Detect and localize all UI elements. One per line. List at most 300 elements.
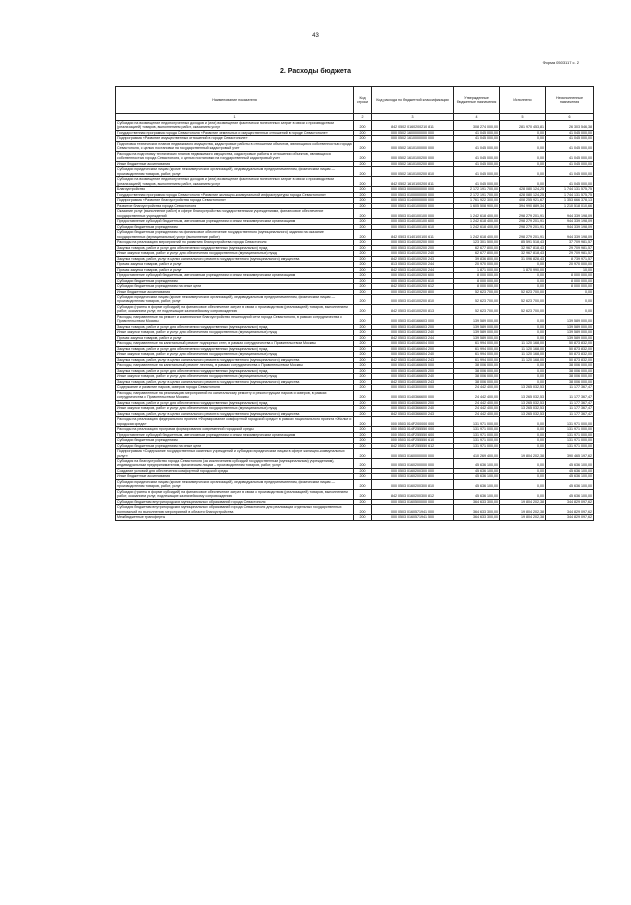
row-unexecuted-cell: 944 339 198,09: [546, 224, 594, 229]
row-kbk-cell: 842 0503 0140166605 243: [372, 379, 454, 384]
table-row: [116, 417, 594, 427]
table-row: [116, 449, 594, 459]
row-unexecuted-cell: 50 873 832,00: [546, 352, 594, 357]
row-name-cell: Иные закупки товаров, работ и услуг для обеспечения государственных (муниципальных) нужд: [116, 251, 354, 256]
page-number: 43: [312, 33, 319, 39]
row-approved-cell: 139 589 000,00: [454, 324, 500, 329]
row-name-cell: Субсидии бюджетным учреждениям на иные цели: [116, 284, 354, 289]
row-code-cell: 200: [354, 284, 372, 289]
row-executed-cell: 298 279 201,91: [500, 230, 546, 240]
row-executed-cell: 0,00: [500, 474, 546, 479]
row-code-cell: 200: [354, 187, 372, 192]
column-number: 3: [372, 114, 454, 121]
row-executed-cell: 0,00: [500, 368, 546, 373]
row-name-cell: Иные бюджетные ассигнования: [116, 289, 354, 294]
row-approved-cell: 123 301 500,00: [454, 240, 500, 245]
row-kbk-cell: 000 0503 0140166605 240: [372, 374, 454, 379]
row-kbk-cell: 842 0503 014F255550 612: [372, 443, 454, 448]
row-code-cell: 200: [354, 499, 372, 504]
row-kbk-cell: 000 0503 0160200300 800: [372, 474, 454, 479]
row-name-cell: Расходы на реализацию федерального проекта «Формирование комфортной городской среды» в рамках национального проекта «Жилье и городская среда»: [116, 417, 354, 427]
row-kbk-cell: 842 0503 0140100100 611: [372, 230, 454, 240]
row-kbk-cell: 000 0503 0000000000 000: [372, 187, 454, 192]
row-approved-cell: 38 006 000,00: [454, 379, 500, 384]
header-unexecuted: Неисполненные назначения: [546, 87, 594, 114]
row-code-cell: 200: [354, 379, 372, 384]
row-name-cell: Предоставление субсидий бюджетным, автономным учреждениям и иным некоммерческим организациям: [116, 432, 354, 437]
row-unexecuted-cell: 344 829 097,62: [546, 515, 594, 520]
row-unexecuted-cell: 944 339 198,09: [546, 230, 594, 240]
row-kbk-cell: 000 0503 0140166604 200: [372, 346, 454, 351]
row-unexecuted-cell: 344 829 097,62: [546, 505, 594, 515]
row-approved-cell: 38 006 000,00: [454, 363, 500, 368]
row-code-cell: 200: [354, 130, 372, 135]
row-executed-cell: 0,00: [500, 379, 546, 384]
row-executed-cell: 0,00: [500, 284, 546, 289]
row-executed-cell: 0,00: [500, 489, 546, 499]
row-name-cell: Закупка товаров, работ и услуг для обеспечения государственных (муниципальных) нужд: [116, 324, 354, 329]
row-unexecuted-cell: 11 177 367,47: [546, 390, 594, 400]
row-approved-cell: 41 045 000,00: [454, 136, 500, 141]
row-unexecuted-cell: 139 589 000,00: [546, 330, 594, 335]
row-kbk-cell: 000 0503 0160571941 500: [372, 515, 454, 520]
row-unexecuted-cell: 11 177 367,47: [546, 385, 594, 390]
row-name-cell: Расходы, направленные на капитальный ремонт лестниц, в рамках сотрудничества с Правительством Москвы: [116, 363, 354, 368]
row-unexecuted-cell: 944 339 198,09: [546, 219, 594, 224]
row-approved-cell: 61 994 000,00: [454, 346, 500, 351]
row-kbk-cell: 000 0503 0160200300 810: [372, 479, 454, 489]
row-approved-cell: 61 994 000,00: [454, 357, 500, 362]
row-code-cell: 200: [354, 209, 372, 219]
row-code-cell: 200: [354, 230, 372, 240]
row-name-cell: Субсидии бюджетам внутригородских муниципальных образований города Севастополя: [116, 499, 354, 504]
row-unexecuted-cell: 1 210 518 010,66: [546, 203, 594, 208]
row-approved-cell: 131 971 000,00: [454, 443, 500, 448]
row-code-cell: 200: [354, 251, 372, 256]
row-kbk-cell: 000 0503 0160000000 000: [372, 449, 454, 459]
row-code-cell: 200: [354, 219, 372, 224]
row-executed-cell: 32 967 818,43: [500, 251, 546, 256]
row-unexecuted-cell: 131 971 000,00: [546, 427, 594, 432]
row-approved-cell: 41 045 000,00: [454, 130, 500, 135]
row-approved-cell: 24 442 400,00: [454, 400, 500, 405]
row-code-cell: 200: [354, 417, 372, 427]
row-executed-cell: 0,00: [500, 432, 546, 437]
row-executed-cell: 0,00: [500, 468, 546, 473]
row-code-cell: 200: [354, 438, 372, 443]
row-unexecuted-cell: 41 045 000,00: [546, 161, 594, 166]
row-executed-cell: 11 120 168,00: [500, 352, 546, 357]
row-executed-cell: 394 990 889,34: [500, 203, 546, 208]
row-code-cell: 200: [354, 474, 372, 479]
row-kbk-cell: 842 0503 0140100200 243: [372, 256, 454, 261]
row-executed-cell: 0,00: [500, 417, 546, 427]
row-approved-cell: 24 442 400,00: [454, 406, 500, 411]
row-code-cell: 200: [354, 198, 372, 203]
row-unexecuted-cell: 45 636 100,00: [546, 468, 594, 473]
row-approved-cell: 139 589 000,00: [454, 335, 500, 340]
row-executed-cell: 19 804 202,38: [500, 499, 546, 504]
row-name-cell: Благоустройство: [116, 187, 354, 192]
row-name-cell: Субсидия бюджетам внутригородских муниципальных образований города Севастополя для реализации отдельных государственных полномочий по выполнению мероприятий в области благоустройства: [116, 505, 354, 515]
row-executed-cell: 0,00: [500, 363, 546, 368]
row-code-cell: 200: [354, 335, 372, 340]
row-name-cell: Государственная программа города Севастополя «Развитие жилищно-коммунальной инфраструктуры города Севастополя»: [116, 192, 354, 197]
row-name-cell: Субсидии на возмещение недополученных доходов и (или) возмещение фактически понесенных затрат в связи с производством (реализацией) товаров, выполнением работ, оказанием услуг: [116, 177, 354, 187]
row-unexecuted-cell: 0,00: [546, 294, 594, 304]
page-title: 2. Расходы бюджета: [280, 68, 351, 75]
row-kbk-cell: 842 0503 0140100200 813: [372, 304, 454, 314]
row-executed-cell: 13 265 032,53: [500, 390, 546, 400]
row-name-cell: Расходы, направленные на ремонт и комплексное благоустройство пешеходной сети города Севастополя, в рамках сотрудничества с Правительством Москвы: [116, 314, 354, 324]
expenses-table-container: [115, 86, 593, 521]
row-unexecuted-cell: 29 709 981,57: [546, 245, 594, 250]
table-row: [116, 230, 594, 240]
row-approved-cell: 45 636 100,00: [454, 489, 500, 499]
row-unexecuted-cell: 390 465 197,62: [546, 449, 594, 459]
row-code-cell: 200: [354, 192, 372, 197]
row-code-cell: 200: [354, 385, 372, 390]
row-name-cell: Субсидии бюджетным учреждениям на финансовое обеспечение государственного (муниципального) задания на оказание государственных (муниципальных) услуг (выполнение работ): [116, 230, 354, 240]
row-code-cell: 200: [354, 346, 372, 351]
row-executed-cell: 0,00: [500, 438, 546, 443]
row-name-cell: Субсидии бюджетным учреждениям на иные цели: [116, 443, 354, 448]
row-executed-cell: 52 623 700,00: [500, 289, 546, 294]
row-code-cell: 200: [354, 161, 372, 166]
row-kbk-cell: 000 0503 0140100100 600: [372, 219, 454, 224]
table-row: [116, 177, 594, 187]
row-approved-cell: 2 172 191 700,00: [454, 187, 500, 192]
row-code-cell: 200: [354, 203, 372, 208]
row-kbk-cell: 000 0503 0140166605 200: [372, 368, 454, 373]
row-name-cell: Закупка товаров, работ и услуг для обеспечения государственных (муниципальных) нужд: [116, 346, 354, 351]
row-name-cell: Государственная программа города Севастополя «Развитие земельных и имущественных отношений в городе Севастополе»: [116, 130, 354, 135]
row-approved-cell: 139 589 000,00: [454, 330, 500, 335]
row-name-cell: Субсидии (гранты в форме субсидий) на финансовое обеспечение затрат в связи с производством (реализацией) товаров, выполнением работ, оказанием услуг, подлежащие казначейскому сопровождению: [116, 489, 354, 499]
row-name-cell: Иные бюджетные ассигнования: [116, 161, 354, 166]
row-kbk-cell: 842 0503 0140166604 243: [372, 357, 454, 362]
row-executed-cell: 281 970 453,81: [500, 121, 546, 131]
expenses-table: [115, 86, 594, 521]
row-kbk-cell: 000 0502 1610100000 000: [372, 141, 454, 151]
table-row: [116, 141, 594, 151]
table-row: [116, 167, 594, 177]
row-executed-cell: 298 279 201,91: [500, 219, 546, 224]
row-approved-cell: 24 442 400,00: [454, 411, 500, 416]
row-code-cell: 200: [354, 368, 372, 373]
row-executed-cell: 0,00: [500, 167, 546, 177]
column-number-row: [116, 114, 594, 121]
row-code-cell: 200: [354, 267, 372, 272]
row-unexecuted-cell: 0,00: [546, 289, 594, 294]
row-name-cell: Закупка товаров, работ, услуг в целях капитального ремонта государственного (муниципального) имущества: [116, 379, 354, 384]
row-approved-cell: 1 242 618 400,00: [454, 230, 500, 240]
row-unexecuted-cell: 139 589 000,00: [546, 314, 594, 324]
table-row: [116, 304, 594, 314]
row-unexecuted-cell: 41 045 000,00: [546, 136, 594, 141]
row-unexecuted-cell: 8 000 000,00: [546, 278, 594, 283]
row-code-cell: 200: [354, 390, 372, 400]
table-row: [116, 489, 594, 499]
row-executed-cell: 0,00: [500, 161, 546, 166]
column-number: 6: [546, 114, 594, 121]
row-kbk-cell: 000 0503 0140366600 200: [372, 400, 454, 405]
row-name-cell: Развитие благоустройства города Севастополя: [116, 203, 354, 208]
row-executed-cell: 19 804 202,38: [500, 515, 546, 520]
row-code-cell: 200: [354, 136, 372, 141]
row-executed-cell: 298 279 201,91: [500, 224, 546, 229]
row-code-cell: 200: [354, 479, 372, 489]
row-executed-cell: 0,00: [500, 141, 546, 151]
row-kbk-cell: 000 0503 0140166603 000: [372, 314, 454, 324]
row-name-cell: Прочая закупка товаров, работ и услуг: [116, 335, 354, 340]
row-kbk-cell: 000 0503 0160200300 000: [372, 468, 454, 473]
row-name-cell: Содержание и развитие парков, скверов города Севастополя: [116, 385, 354, 390]
row-name-cell: Субсидии на возмещение недополученных доходов и (или) возмещение фактически понесенных затрат в связи с производством (реализацией) товаров, выполнением работ, оказанием услуг: [116, 121, 354, 131]
row-name-cell: Предоставление субсидий бюджетным, автономным учреждениям и иным некоммерческим организациям: [116, 219, 354, 224]
row-code-cell: 200: [354, 363, 372, 368]
row-approved-cell: 364 633 300,00: [454, 499, 500, 504]
row-approved-cell: 131 971 000,00: [454, 427, 500, 432]
row-name-cell: Закупка товаров, работ и услуг для обеспечения государственных (муниципальных) нужд: [116, 400, 354, 405]
row-code-cell: 200: [354, 427, 372, 432]
row-approved-cell: 364 633 300,00: [454, 515, 500, 520]
row-approved-cell: 8 000 000,00: [454, 284, 500, 289]
row-kbk-cell: 000 0503 014F255550 610: [372, 438, 454, 443]
row-name-cell: Субсидии бюджетным учреждениям: [116, 438, 354, 443]
row-approved-cell: 2 172 191 700,00: [454, 192, 500, 197]
row-kbk-cell: 813 0503 0140100200 244: [372, 262, 454, 267]
row-unexecuted-cell: 1 744 131 575,75: [546, 187, 594, 192]
table-row: [116, 515, 594, 520]
row-code-cell: 200: [354, 245, 372, 250]
row-approved-cell: 62 677 800,00: [454, 245, 500, 250]
row-executed-cell: 13 265 032,53: [500, 406, 546, 411]
row-code-cell: 200: [354, 121, 372, 131]
table-row: [116, 314, 594, 324]
table-row: [116, 390, 594, 400]
row-executed-cell: 52 623 700,00: [500, 294, 546, 304]
row-unexecuted-cell: 38 006 000,00: [546, 368, 594, 373]
row-executed-cell: 11 120 168,00: [500, 357, 546, 362]
row-approved-cell: 45 636 100,00: [454, 468, 500, 473]
row-executed-cell: 13 265 032,53: [500, 385, 546, 390]
row-name-cell: Расходы на реализацию программ формирования современной городской среды: [116, 427, 354, 432]
row-executed-cell: 0,00: [500, 151, 546, 161]
row-name-cell: Предоставление субсидий бюджетным, автономным учреждениям и иным некоммерческим организациям: [116, 273, 354, 278]
header-executed: Исполнено: [500, 87, 546, 114]
row-code-cell: 200: [354, 489, 372, 499]
row-code-cell: 200: [354, 324, 372, 329]
row-approved-cell: 52 623 700,00: [454, 304, 500, 314]
row-kbk-cell: 000 0503 0140100200 600: [372, 273, 454, 278]
row-approved-cell: 62 677 800,00: [454, 251, 500, 256]
row-code-cell: 200: [354, 468, 372, 473]
row-executed-cell: 0,00: [500, 443, 546, 448]
row-kbk-cell: 000 0503 0140300000 000: [372, 385, 454, 390]
row-kbk-cell: 000 0503 0140166604 240: [372, 352, 454, 357]
row-unexecuted-cell: 50 873 832,00: [546, 357, 594, 362]
row-unexecuted-cell: 1 353 666 378,13: [546, 198, 594, 203]
table-row: [116, 459, 594, 469]
row-approved-cell: 39 836 800,00: [454, 256, 500, 261]
row-unexecuted-cell: 41 045 000,00: [546, 167, 594, 177]
row-approved-cell: 410 269 400,00: [454, 449, 500, 459]
row-unexecuted-cell: 50 873 832,00: [546, 346, 594, 351]
row-executed-cell: 19 804 202,38: [500, 449, 546, 459]
header-indicator-name: Наименование показателя: [116, 87, 354, 114]
row-kbk-cell: 000 0503 0160200000 000: [372, 459, 454, 469]
row-executed-cell: 11 120 168,00: [500, 346, 546, 351]
row-unexecuted-cell: 131 971 000,00: [546, 438, 594, 443]
row-unexecuted-cell: 11 177 367,47: [546, 400, 594, 405]
row-kbk-cell: 000 0503 0140100200 000: [372, 240, 454, 245]
row-code-cell: 200: [354, 240, 372, 245]
row-kbk-cell: 842 0503 0140166603 244: [372, 335, 454, 340]
row-unexecuted-cell: 131 971 000,00: [546, 443, 594, 448]
row-code-cell: 200: [354, 151, 372, 161]
row-name-cell: Иные закупки товаров, работ и услуг для обеспечения государственных (муниципальных) нужд: [116, 406, 354, 411]
row-executed-cell: 52 623 700,00: [500, 304, 546, 314]
row-approved-cell: 1 242 618 400,00: [454, 224, 500, 229]
row-approved-cell: 364 633 300,00: [454, 505, 500, 515]
row-unexecuted-cell: 0,00: [546, 304, 594, 314]
row-executed-cell: 31 096 828,43: [500, 256, 546, 261]
row-unexecuted-cell: 50 873 832,00: [546, 341, 594, 346]
row-unexecuted-cell: 11 177 367,47: [546, 411, 594, 416]
row-kbk-cell: 842 0503 0140100200 612: [372, 284, 454, 289]
row-approved-cell: 24 442 400,00: [454, 385, 500, 390]
row-code-cell: 200: [354, 406, 372, 411]
row-unexecuted-cell: 41 045 000,00: [546, 177, 594, 187]
row-kbk-cell: 000 0502 1610100200 800: [372, 161, 454, 166]
row-name-cell: Расходы, направленные на реализацию мероприятий по капитальному ремонту и реконструкции парков и скверов, в рамках сотрудничества с Правительством Москвы: [116, 390, 354, 400]
row-name-cell: Закупка товаров, работ, услуг в целях капитального ремонта государственного (муниципального) имущества: [116, 256, 354, 261]
row-approved-cell: 1 242 618 400,00: [454, 209, 500, 219]
row-name-cell: Иные закупки товаров, работ и услуг для обеспечения государственных (муниципальных) нужд: [116, 374, 354, 379]
row-kbk-cell: 842 0502 0160200210 811: [372, 121, 454, 131]
row-unexecuted-cell: 45 636 100,00: [546, 479, 594, 489]
row-executed-cell: 11 120 168,00: [500, 341, 546, 346]
row-executed-cell: 32 967 818,43: [500, 245, 546, 250]
row-name-cell: Субсидии юридическим лицам (кроме некоммерческих организаций), индивидуальным предпринимателям, физическим лицам — производителям товаров, работ, услуг: [116, 294, 354, 304]
row-kbk-cell: 000 0503 0140100200 810: [372, 294, 454, 304]
row-kbk-cell: 000 0503 0140166603 240: [372, 330, 454, 335]
row-executed-cell: 428 080 124,25: [500, 187, 546, 192]
row-kbk-cell: 842 0502 1610100200 811: [372, 177, 454, 187]
row-kbk-cell: 000 0503 0140166605 000: [372, 363, 454, 368]
row-name-cell: Закупка товаров, работ, услуг в целях капитального ремонта государственного (муниципального) имущества: [116, 411, 354, 416]
row-kbk-cell: 000 0503 0140166604 000: [372, 341, 454, 346]
row-kbk-cell: 000 0503 0140100200 240: [372, 251, 454, 256]
row-code-cell: 200: [354, 273, 372, 278]
row-executed-cell: 0,00: [500, 459, 546, 469]
row-kbk-cell: 000 0503 0140100100 610: [372, 224, 454, 229]
row-kbk-cell: 842 0503 0160200300 812: [372, 489, 454, 499]
row-name-cell: Субсидии бюджетным учреждениям: [116, 278, 354, 283]
row-approved-cell: 131 971 000,00: [454, 438, 500, 443]
row-unexecuted-cell: 45 636 100,00: [546, 489, 594, 499]
row-kbk-cell: 000 0503 0140100200 200: [372, 245, 454, 250]
row-code-cell: 200: [354, 177, 372, 187]
row-code-cell: 200: [354, 330, 372, 335]
row-name-cell: Расходы на подготовку технических планов недвижимого имущества, кадастровые работы в отношении объектов, являющихся собственностью города Севастополя, с целью постановки на государственный кадастровый учет: [116, 151, 354, 161]
row-approved-cell: 8 000 000,00: [454, 278, 500, 283]
row-unexecuted-cell: 8 739 971,57: [546, 256, 594, 261]
row-name-cell: Субсидии юридическим лицам (кроме некоммерческих организаций), индивидуальным предпринимателям, физическим лицам — производителям товаров, работ, услуг: [116, 479, 354, 489]
row-name-cell: Закупка товаров, работ и услуг для обеспечения государственных (муниципальных) нужд: [116, 245, 354, 250]
column-number: 5: [500, 114, 546, 121]
row-unexecuted-cell: 45 636 100,00: [546, 459, 594, 469]
row-kbk-cell: 000 0503 0140100100 000: [372, 209, 454, 219]
row-code-cell: 200: [354, 341, 372, 346]
row-kbk-cell: 000 0503 0100000000 000: [372, 192, 454, 197]
row-approved-cell: 41 045 000,00: [454, 141, 500, 151]
row-executed-cell: 0,00: [500, 136, 546, 141]
row-name-cell: Субсидии бюджетным учреждениям: [116, 224, 354, 229]
row-approved-cell: 52 623 700,00: [454, 289, 500, 294]
row-kbk-cell: 842 0503 0140366600 243: [372, 411, 454, 416]
row-code-cell: 200: [354, 400, 372, 405]
row-name-cell: Расходы, направленные на капитальный ремонт подпорных стен, в рамках сотрудничества с Правительством Москвы: [116, 341, 354, 346]
row-code-cell: 200: [354, 374, 372, 379]
row-approved-cell: 24 442 400,00: [454, 390, 500, 400]
row-unexecuted-cell: 139 589 000,00: [546, 335, 594, 340]
column-number: 2: [354, 114, 372, 121]
row-executed-cell: 0,00: [500, 262, 546, 267]
row-executed-cell: 1 870 990,00: [500, 267, 546, 272]
row-executed-cell: 408 255 921,67: [500, 198, 546, 203]
row-approved-cell: 308 274 000,00: [454, 121, 500, 131]
row-kbk-cell: 000 0503 0140166603 200: [372, 324, 454, 329]
row-approved-cell: 45 636 100,00: [454, 459, 500, 469]
row-name-cell: Субсидия на благоустройство города Севастополя (за исключением субсидий государственным (муниципальным) учреждениям), индивидуальным предпринимателям, физическим лицам – производителям товаров, работ, услуг: [116, 459, 354, 469]
row-approved-cell: 41 045 000,00: [454, 151, 500, 161]
row-approved-cell: 131 971 000,00: [454, 432, 500, 437]
row-name-cell: Прочая закупка товаров, работ и услуг: [116, 267, 354, 272]
row-kbk-cell: 000 0502 1610100200 810: [372, 167, 454, 177]
row-executed-cell: 298 279 201,91: [500, 209, 546, 219]
row-code-cell: 200: [354, 256, 372, 261]
table-header-row: [116, 87, 594, 114]
row-code-cell: 200: [354, 314, 372, 324]
row-code-cell: 200: [354, 432, 372, 437]
row-unexecuted-cell: 38 006 000,00: [546, 374, 594, 379]
row-kbk-cell: 000 0503 0140000000 000: [372, 198, 454, 203]
row-name-cell: Оказание услуг (выполнение работ) в сфере благоустройства государственными учреждениями, финансовое обеспечение государственных учреждений: [116, 209, 354, 219]
row-unexecuted-cell: 41 045 000,00: [546, 130, 594, 135]
row-kbk-cell: 000 0503 0140100000 000: [372, 203, 454, 208]
row-code-cell: 200: [354, 352, 372, 357]
row-unexecuted-cell: 944 339 198,09: [546, 209, 594, 219]
row-code-cell: 200: [354, 141, 372, 151]
row-unexecuted-cell: 11 177 367,47: [546, 406, 594, 411]
row-kbk-cell: 000 0503 0140366600 240: [372, 406, 454, 411]
row-name-cell: Закупка товаров, работ и услуг для обеспечения государственных (муниципальных) нужд: [116, 368, 354, 373]
row-approved-cell: 41 045 000,00: [454, 161, 500, 166]
row-kbk-cell: 000 0503 014F255550 000: [372, 427, 454, 432]
row-unexecuted-cell: 1 744 131 575,75: [546, 192, 594, 197]
row-unexecuted-cell: 29 709 981,57: [546, 251, 594, 256]
row-executed-cell: 0,00: [500, 130, 546, 135]
row-name-cell: Субсидии юридическим лицам (кроме некоммерческих организаций), индивидуальным предпринимателям, физическим лицам — производителям товаров, работ, услуг: [116, 167, 354, 177]
row-executed-cell: 0,00: [500, 330, 546, 335]
row-approved-cell: 45 636 100,00: [454, 474, 500, 479]
row-executed-cell: 0,00: [500, 273, 546, 278]
row-unexecuted-cell: 45 636 100,00: [546, 474, 594, 479]
row-executed-cell: 19 804 202,38: [500, 505, 546, 515]
row-approved-cell: 1 761 922 300,00: [454, 198, 500, 203]
